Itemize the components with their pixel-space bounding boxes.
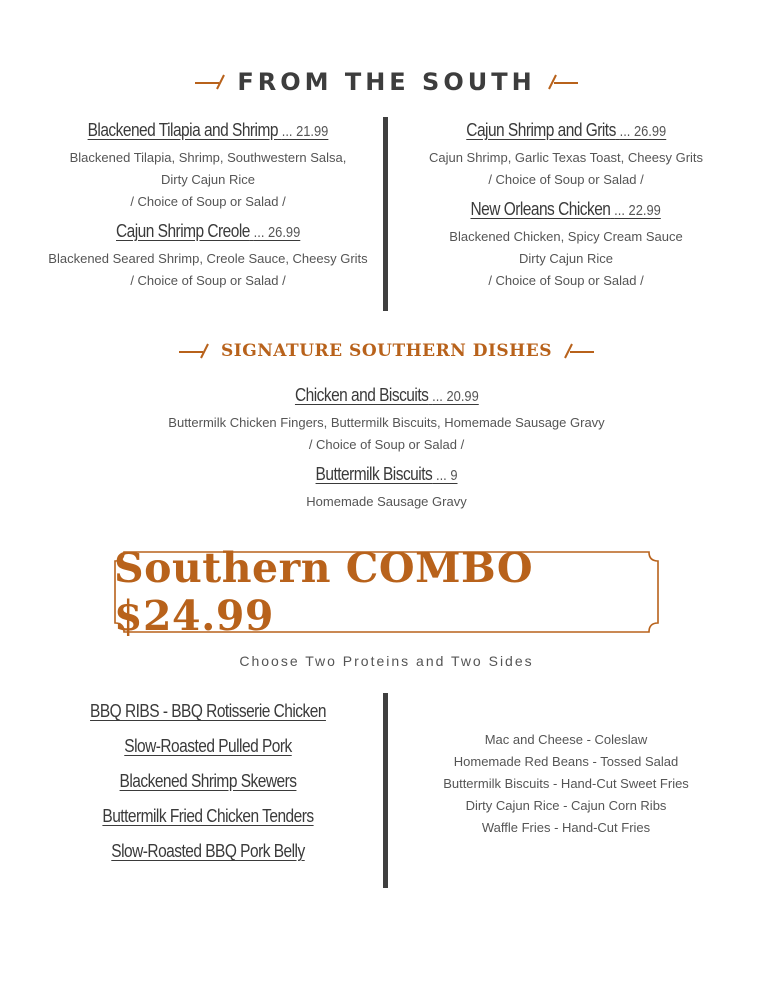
dish-name: Chicken and Biscuits ... 20.99 — [294, 385, 479, 405]
dish-description: Buttermilk Chicken Fingers, Buttermilk Biscuits, Homemade Sausage Gravy / Choice of Soup or Salad / — [168, 415, 605, 452]
left-slash-ornament-icon — [177, 343, 211, 359]
right-slash-ornament-icon — [562, 343, 596, 359]
menu-item — [0, 464, 773, 513]
dish-description: Cajun Shrimp, Garlic Texas Toast, Cheesy Grits / Choice of Soup or Salad / — [428, 150, 704, 187]
side-option: Buttermilk Biscuits - Hand-Cut Sweet Fries — [443, 776, 689, 791]
protein-option: BBQ RIBS - BBQ Rotisserie Chicken — [90, 701, 326, 721]
dish-description: Blackened Seared Shrimp, Creole Sauce, Cheesy Grits / Choice of Soup or Salad / — [48, 251, 368, 288]
menu-item — [388, 199, 744, 292]
side-option: Waffle Fries - Hand-Cut Fries — [481, 820, 651, 835]
menu-item — [30, 221, 386, 292]
section-header-from-the-south — [0, 68, 773, 96]
side-option: Homemade Red Beans - Tossed Salad — [453, 754, 679, 769]
signature-dishes — [0, 385, 773, 513]
left-slash-ornament-icon — [193, 74, 227, 90]
protein-option: Blackened Shrimp Skewers — [119, 771, 297, 791]
section-title: SIGNATURE SOUTHERN DISHES — [221, 341, 552, 361]
dish-description: Homemade Sausage Gravy — [306, 494, 467, 509]
from-south-right-column — [388, 120, 744, 292]
from-south-left-column — [30, 120, 386, 292]
combo-title: Southern COMBO $24.99 — [114, 544, 534, 640]
dish-description: Blackened Chicken, Spicy Cream Sauce Dirty Cajun Rice / Choice of Soup or Salad / — [449, 229, 683, 288]
protein-option: Slow-Roasted BBQ Pork Belly — [111, 841, 305, 861]
combo-subtitle: Choose Two Proteins and Two Sides — [239, 653, 534, 669]
dish-name: New Orleans Chicken ... 22.99 — [470, 199, 662, 219]
protein-option: Buttermilk Fried Chicken Tenders — [102, 806, 314, 826]
menu-item — [388, 120, 744, 191]
sides-column — [388, 729, 744, 839]
combo-banner — [114, 544, 659, 640]
dish-name: Blackened Tilapia and Shrimp ... 21.99 — [87, 120, 329, 140]
dish-name: Cajun Shrimp Creole ... 26.99 — [115, 221, 301, 241]
protein-option: Slow-Roasted Pulled Pork — [124, 736, 292, 756]
proteins-column — [30, 694, 386, 869]
side-option: Mac and Cheese - Coleslaw — [484, 732, 648, 747]
dish-description: Blackened Tilapia, Shrimp, Southwestern Salsa, Dirty Cajun Rice / Choice of Soup or Salad / — [69, 150, 347, 209]
side-option: Dirty Cajun Rice - Cajun Corn Ribs — [465, 798, 667, 813]
menu-item — [30, 120, 386, 213]
right-slash-ornament-icon — [546, 74, 580, 90]
section-title: FROM THE SOUTH — [237, 68, 536, 96]
dish-name: Cajun Shrimp and Grits ... 26.99 — [466, 120, 666, 140]
dish-name: Buttermilk Biscuits ... 9 — [315, 464, 458, 484]
menu-item — [0, 385, 773, 456]
section-header-signature — [0, 341, 773, 364]
